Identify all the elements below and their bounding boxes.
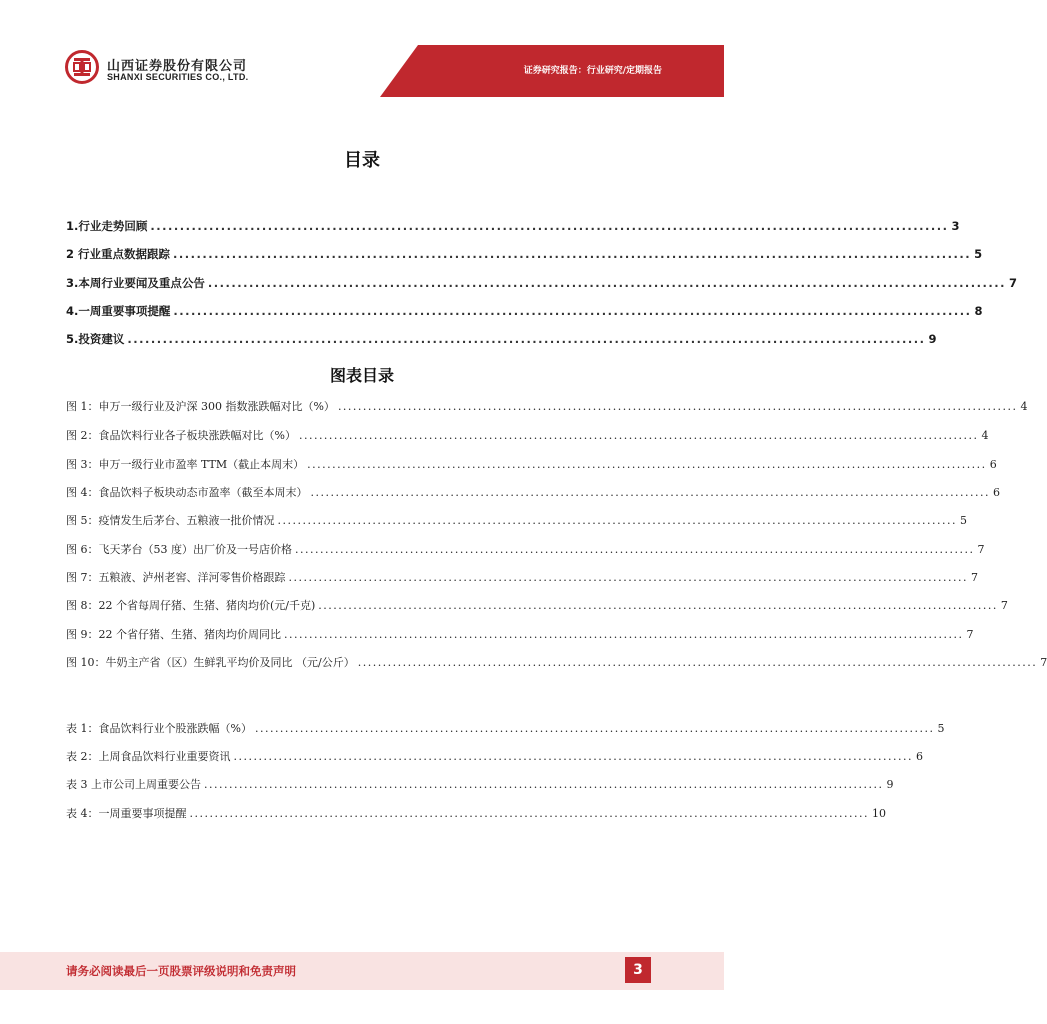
dot-leader: ........................................................................................................................................ xyxy=(295,543,975,556)
toc-entry[interactable] xyxy=(66,246,983,262)
figure-list-title: 图表目录 xyxy=(329,366,394,385)
figure-entry-page: 4 xyxy=(981,429,989,442)
table-entry-page: 6 xyxy=(916,750,924,763)
dot-leader: ........................................................................................................................................ xyxy=(337,400,1018,413)
dot-leader: ........................................................................................................................................ xyxy=(150,219,949,233)
table-entry[interactable] xyxy=(66,776,894,792)
figure-entry[interactable] xyxy=(66,597,1008,613)
figure-entry[interactable] xyxy=(66,541,985,557)
dot-leader: ........................................................................................................................................ xyxy=(277,514,958,527)
toc-title: 目录 xyxy=(344,150,380,171)
dot-leader: ........................................................................................................................................ xyxy=(189,807,870,820)
toc-entry[interactable] xyxy=(66,303,983,319)
table-entry-page: 5 xyxy=(937,722,945,735)
toc-entry-page: 9 xyxy=(928,332,937,346)
dot-leader: ........................................................................................................................................ xyxy=(173,247,972,261)
figure-entry[interactable] xyxy=(66,569,979,585)
figure-entry-label: 图 7：五粮液、泸州老窖、洋河零售价格跟踪 xyxy=(66,571,286,584)
figure-entry[interactable] xyxy=(66,427,989,443)
figure-entry-label: 图 3：申万一级行业市盈率 TTM（截止本周末） xyxy=(66,458,305,471)
toc-entry-page: 7 xyxy=(1009,276,1018,290)
figure-entry-label: 图 10：牛奶主产省（区）生鲜乳平均价及同比 （元/公斤） xyxy=(66,656,355,669)
page-header xyxy=(0,0,724,100)
figure-entry-page: 5 xyxy=(960,514,968,527)
toc-entry-page: 8 xyxy=(974,304,983,318)
dot-leader: ........................................................................................................................................ xyxy=(204,778,884,791)
company-logo-icon xyxy=(65,50,99,84)
toc-entry[interactable] xyxy=(66,218,960,234)
company-name-en: SHANXI SECURITIES CO., LTD. xyxy=(107,72,249,82)
dot-leader: ........................................................................................................................................ xyxy=(207,276,1007,290)
figure-entry-page: 7 xyxy=(966,628,974,641)
figure-entry-page: 7 xyxy=(977,543,985,556)
dot-leader: ........................................................................................................................................ xyxy=(307,458,987,471)
figure-entry[interactable] xyxy=(66,626,974,642)
toc-entry-label: 4.一周重要事项提醒 xyxy=(66,304,171,318)
table-entry[interactable] xyxy=(66,720,945,736)
figure-entry[interactable] xyxy=(66,456,997,472)
figure-entry-label: 图 8：22 个省每周仔猪、生猪、猪肉均价(元/千克) xyxy=(66,599,316,612)
figure-entry-label: 图 6：飞天茅台（53 度）出厂价及一号店价格 xyxy=(66,543,292,556)
figure-entry[interactable] xyxy=(66,654,1047,670)
table-entry[interactable] xyxy=(66,748,924,764)
dot-leader: ........................................................................................................................................ xyxy=(288,571,969,584)
table-entry-label: 表 4：一周重要事项提醒 xyxy=(66,807,187,820)
table-entry-page: 9 xyxy=(886,778,894,791)
dot-leader: ........................................................................................................................................ xyxy=(233,750,914,763)
table-entry[interactable] xyxy=(66,805,887,821)
figure-entry-page: 6 xyxy=(989,458,997,471)
footer-disclaimer: 请务必阅读最后一页股票评级说明和免责声明 xyxy=(66,964,296,978)
dot-leader: ........................................................................................................................................ xyxy=(357,656,1038,669)
dot-leader: ........................................................................................................................................ xyxy=(127,332,926,346)
figure-entry[interactable] xyxy=(66,512,968,528)
toc-entry-label: 2 行业重点数据跟踪 xyxy=(66,247,171,261)
dot-leader: ........................................................................................................................................ xyxy=(284,628,964,641)
table-entry-label: 表 2：上周食品饮料行业重要资讯 xyxy=(66,750,231,763)
figure-entry-page: 7 xyxy=(1000,599,1008,612)
company-name-cn: 山西证券股份有限公司 xyxy=(107,59,248,74)
report-type-label: 证券研究报告：行业研究/定期报告 xyxy=(523,66,662,76)
figure-entry-label: 图 4：食品饮料子板块动态市盈率（截至本周末） xyxy=(66,486,308,499)
toc-entry-label: 1.行业走势回顾 xyxy=(66,219,148,233)
dot-leader: ........................................................................................................................................ xyxy=(173,304,972,318)
table-entry-label: 表 3 上市公司上周重要公告 xyxy=(66,778,201,791)
toc-entry[interactable] xyxy=(66,275,1018,291)
dot-leader: ........................................................................................................................................ xyxy=(310,486,991,499)
figure-entry-page: 7 xyxy=(971,571,979,584)
figure-entry-label: 图 5：疫情发生后茅台、五粮液一批价情况 xyxy=(66,514,275,527)
toc-entry-page: 5 xyxy=(974,247,983,261)
figure-entry-label: 图 9：22 个省仔猪、生猪、猪肉均价周同比 xyxy=(66,628,281,641)
dot-leader: ........................................................................................................................................ xyxy=(298,429,979,442)
dot-leader: ........................................................................................................................................ xyxy=(254,722,935,735)
figure-entry-label: 图 1：申万一级行业及沪深 300 指数涨跌幅对比（%） xyxy=(66,400,335,413)
page-number: 3 xyxy=(625,957,651,983)
dot-leader: ........................................................................................................................................ xyxy=(318,599,998,612)
toc-entry[interactable] xyxy=(66,331,937,347)
toc-entry-label: 3.本周行业要闻及重点公告 xyxy=(66,276,205,290)
figure-entry-page: 6 xyxy=(993,486,1001,499)
figure-entry-page: 7 xyxy=(1040,656,1047,669)
figure-entry-label: 图 2：食品饮料行业各子板块涨跌幅对比（%） xyxy=(66,429,296,442)
figure-entry[interactable] xyxy=(66,398,1028,414)
toc-entry-label: 5.投资建议 xyxy=(66,332,125,346)
figure-entry[interactable] xyxy=(66,484,1001,500)
table-entry-page: 10 xyxy=(872,807,887,820)
toc-entry-page: 3 xyxy=(951,219,960,233)
figure-entry-page: 4 xyxy=(1020,400,1028,413)
table-entry-label: 表 1：食品饮料行业个股涨跌幅（%） xyxy=(66,722,252,735)
